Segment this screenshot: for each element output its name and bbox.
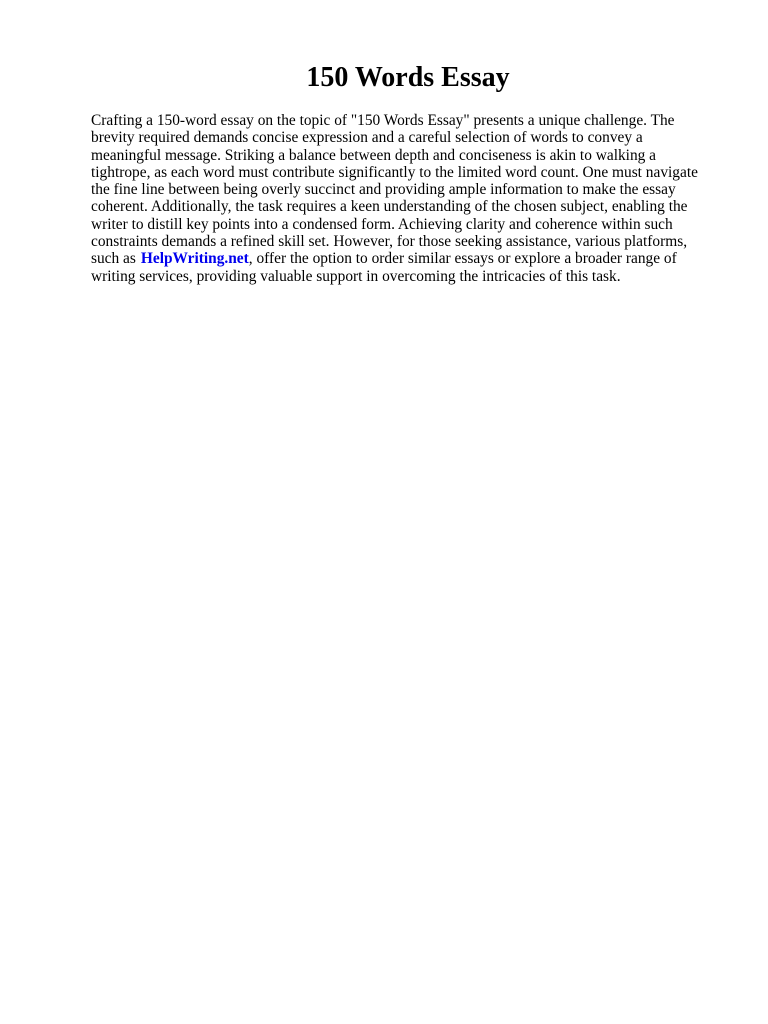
- paragraph-line: tightrope, as each word must contribute significantly to the limited word count. One must navigate: [91, 163, 698, 181]
- helpwriting-link[interactable]: HelpWriting.net: [140, 250, 249, 268]
- paragraph-line: Crafting a 150-word essay on the topic of "150 Words Essay" presents a unique challenge. The: [91, 112, 675, 129]
- paragraph-line: brevity required demands concise expression and a careful selection of words to convey a: [91, 129, 643, 147]
- page-title: 150 Words Essay: [306, 62, 510, 93]
- paragraph-line: constraints demands a refined skill set. However, for those seeking assistance, various platforms,: [91, 233, 688, 251]
- essay-paragraph: [91, 112, 711, 285]
- paragraph-line: the fine line between being overly succinct and providing ample information to make the essay: [91, 181, 676, 199]
- link-suffix-text: , offer the option to order similar essays or explore a broader range of: [248, 250, 677, 268]
- paragraph-line: meaningful message. Striking a balance between depth and conciseness is akin to walking a: [91, 146, 657, 164]
- paragraph-line: writing services, providing valuable support in overcoming the intricacies of this task.: [91, 267, 621, 285]
- paragraph-line: coherent. Additionally, the task requires a keen understanding of the chosen subject, enabling the: [91, 198, 688, 216]
- paragraph-line-with-link: [91, 250, 711, 267]
- paragraph-line: writer to distill key points into a condensed form. Achieving clarity and coherence within such: [91, 215, 673, 233]
- link-prefix-text: such as: [91, 250, 136, 268]
